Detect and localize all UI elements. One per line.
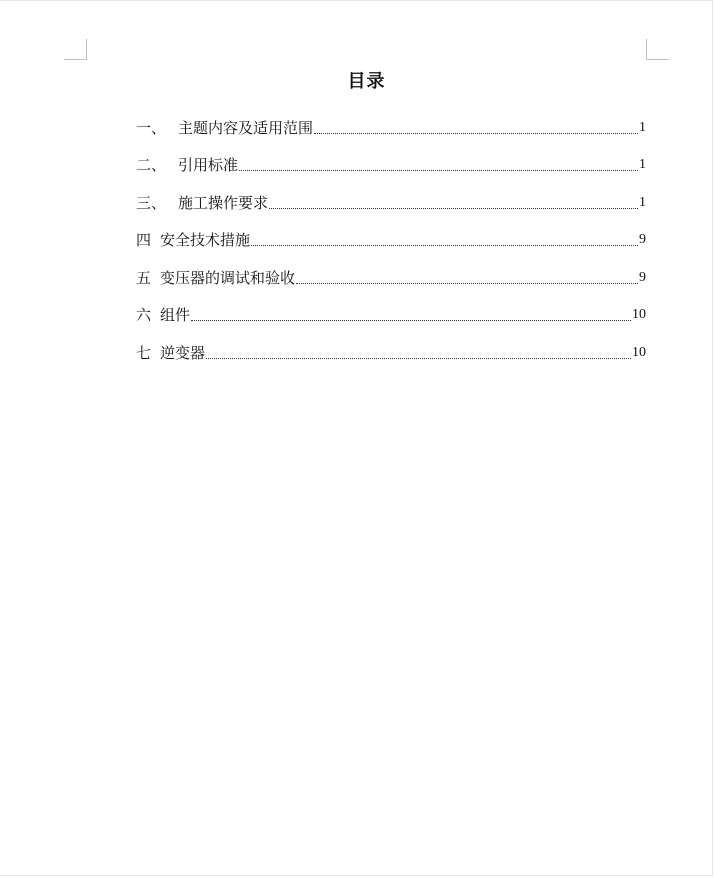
toc-entry-page: 10 — [632, 344, 646, 360]
toc-entry-page: 1 — [639, 157, 646, 172]
toc-entry-text: 逆变器 — [160, 343, 206, 362]
toc-entry[interactable] — [136, 216, 646, 254]
toc-entry[interactable] — [136, 178, 646, 216]
toc-entry-text: 施工操作要求 — [178, 193, 269, 212]
toc-entry[interactable] — [136, 253, 646, 291]
toc-entry-number: 六 — [136, 306, 152, 324]
toc-entry[interactable] — [136, 103, 646, 141]
toc-entry-text: 引用标准 — [178, 156, 239, 174]
toc-dot-leader — [239, 169, 638, 171]
toc-entry-page: 10 — [632, 307, 646, 322]
toc-dot-leader — [314, 132, 638, 134]
toc-title: 目录 — [347, 71, 386, 92]
toc-entry-text: 变压器的调试和验收 — [160, 268, 296, 287]
toc-dot-leader — [191, 319, 631, 321]
toc-dot-leader — [251, 244, 638, 246]
toc-entry-page: 9 — [639, 269, 646, 285]
toc-entry-number: 一、 — [136, 118, 167, 137]
toc-dot-leader — [206, 357, 631, 359]
toc-entry-number: 七 — [136, 343, 152, 362]
toc-entry-page: 1 — [639, 119, 646, 135]
toc-entry-number: 四 — [136, 231, 152, 249]
toc-dot-leader — [296, 282, 638, 284]
margin-corner-mark-top-right — [646, 39, 669, 60]
margin-corner-mark-top-left — [64, 39, 87, 60]
toc-entry-page: 9 — [639, 232, 646, 247]
toc-entry-number: 二、 — [136, 156, 167, 174]
toc-entry-page: 1 — [639, 194, 646, 210]
toc-entry[interactable] — [136, 141, 646, 179]
toc-entry[interactable] — [136, 328, 646, 366]
toc-entry[interactable] — [136, 291, 646, 329]
toc-list — [136, 103, 646, 366]
toc-entry-text: 安全技术措施 — [160, 231, 251, 249]
toc-entry-number: 三、 — [136, 193, 167, 212]
toc-entry-text: 组件 — [160, 306, 191, 324]
toc-entry-number: 五 — [136, 268, 152, 287]
toc-dot-leader — [269, 207, 638, 209]
toc-entry-text: 主题内容及适用范围 — [178, 118, 314, 137]
